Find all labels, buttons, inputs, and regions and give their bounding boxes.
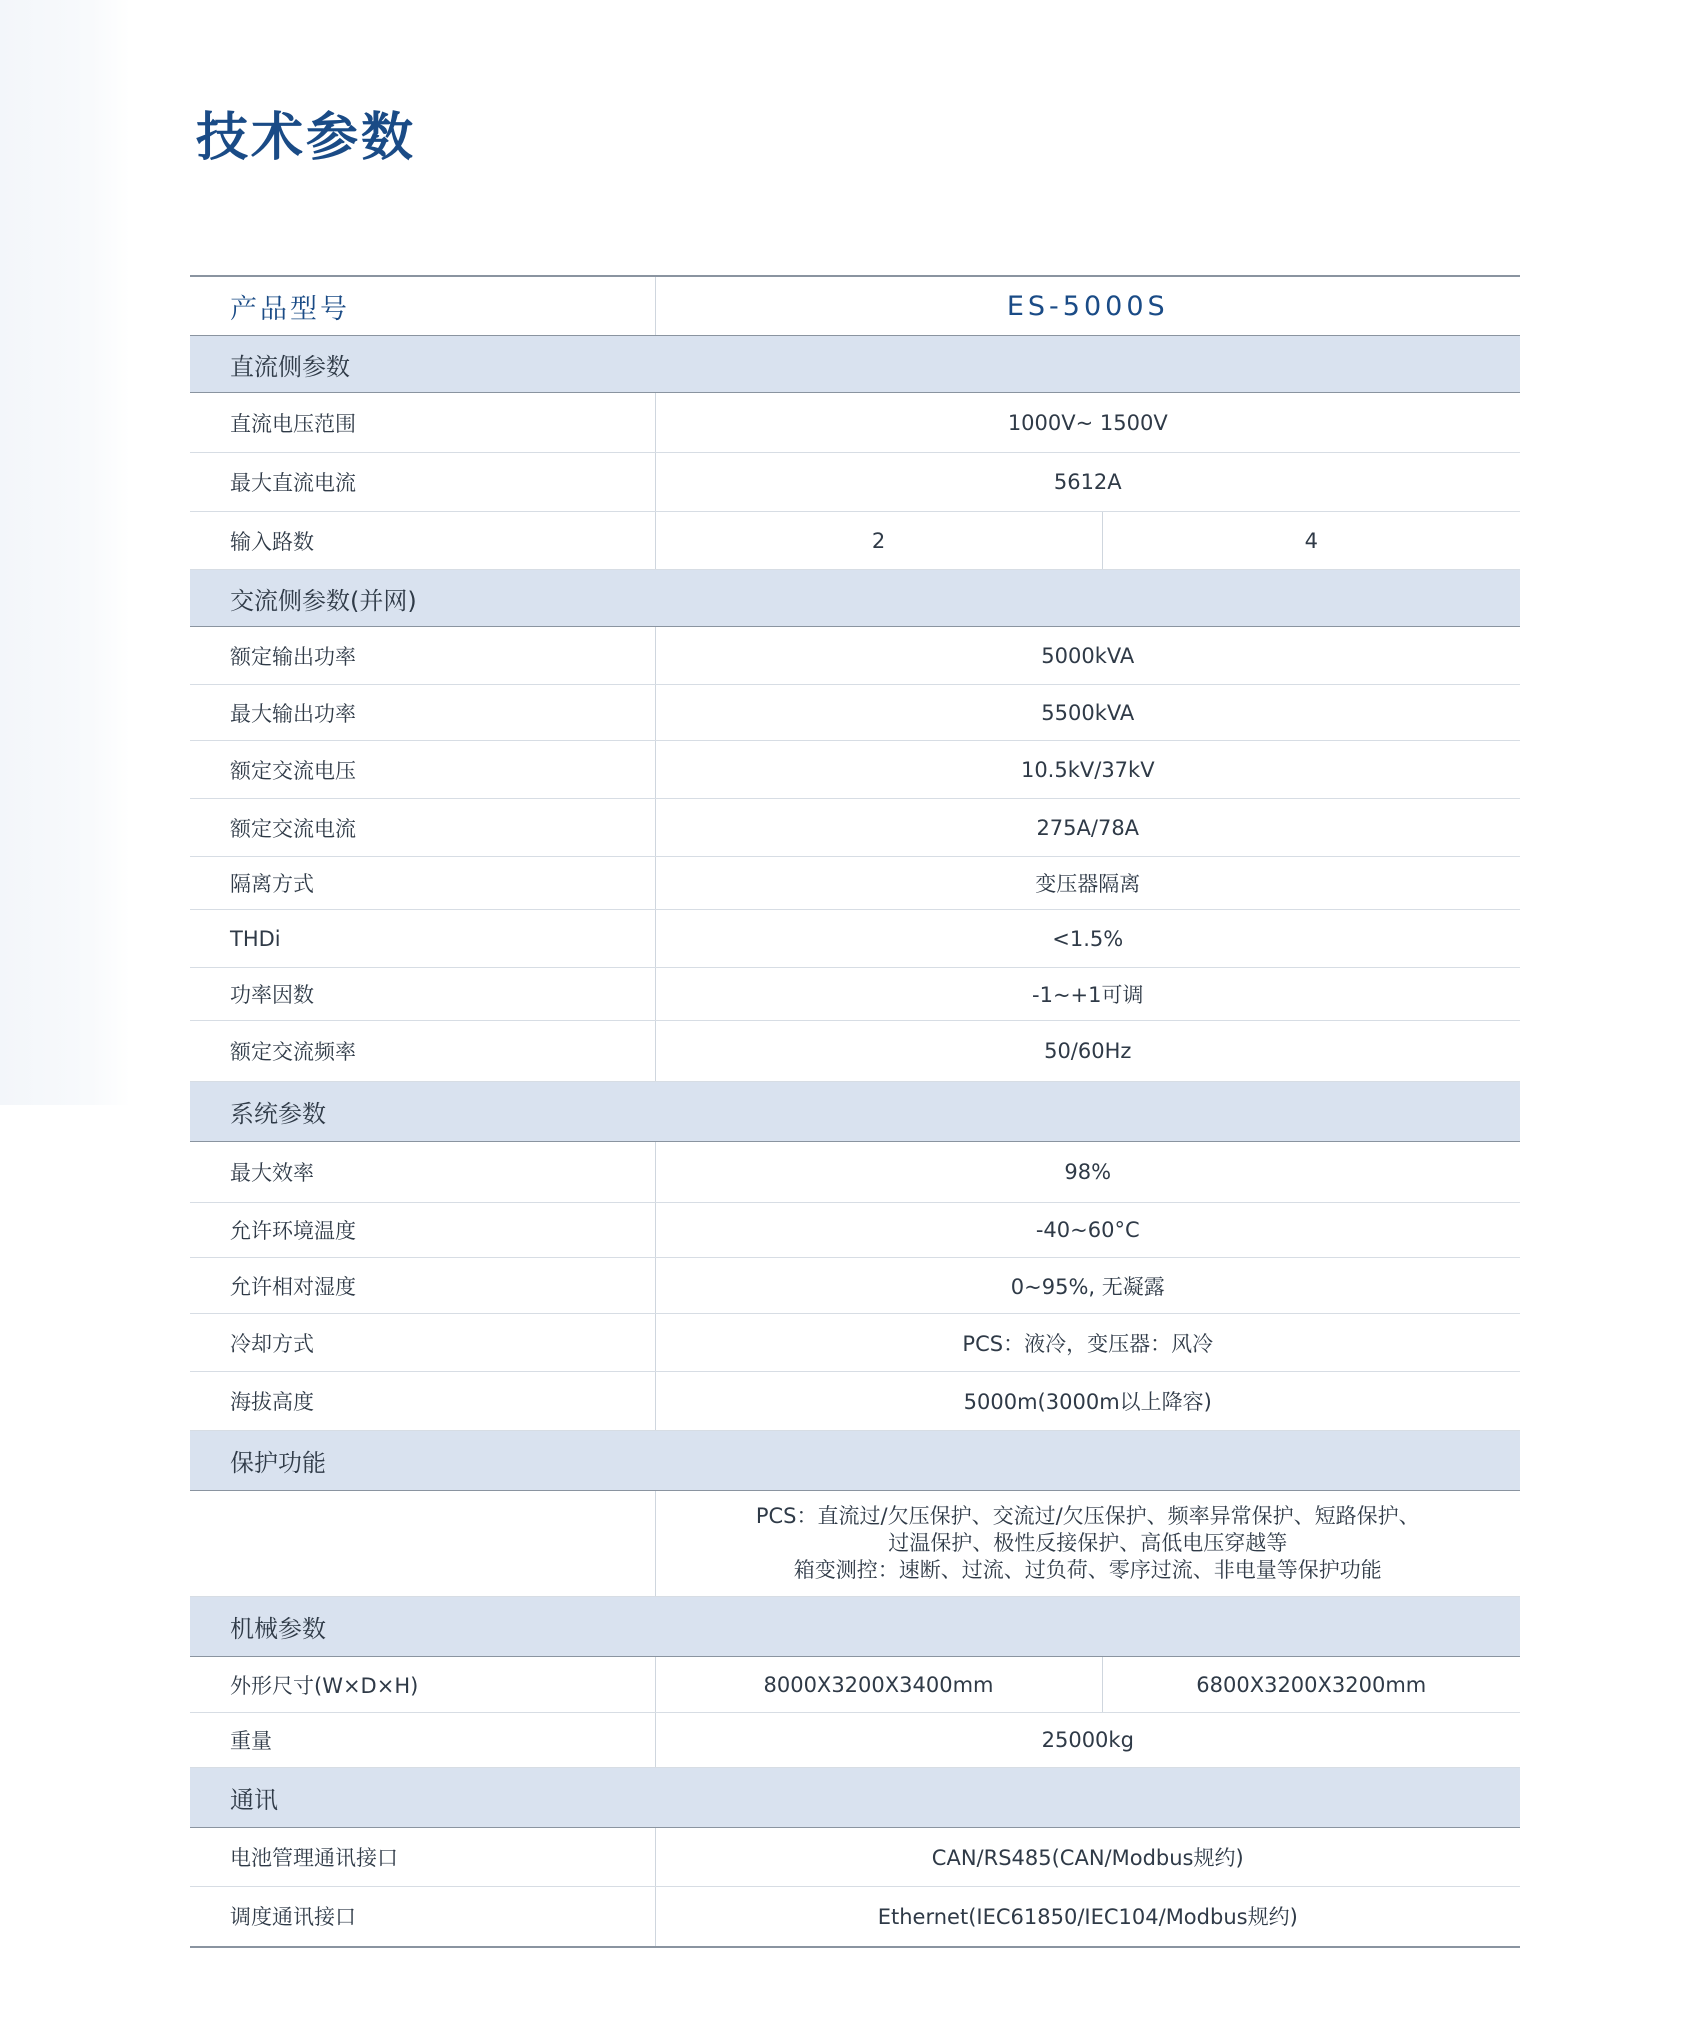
model-label: 产品型号: [190, 276, 655, 336]
section-title: 交流侧参数(并网): [190, 570, 1520, 627]
table-row: [190, 1314, 1520, 1372]
table-row: [190, 1828, 1520, 1887]
row-value: 50/60Hz: [655, 1021, 1520, 1082]
row-value: 10.5kV/37kV: [655, 741, 1520, 799]
row-label: 最大效率: [190, 1142, 655, 1203]
row-value: 98%: [655, 1142, 1520, 1203]
table-row: [190, 968, 1520, 1021]
protection-text: [655, 1491, 1520, 1597]
row-value: 变压器隔离: [655, 857, 1520, 910]
row-label: 最大输出功率: [190, 685, 655, 741]
section-header-ac: [190, 570, 1520, 627]
protection-row: [190, 1491, 1520, 1597]
section-title: 通讯: [190, 1768, 1520, 1828]
row-value: PCS：液冷，变压器：风冷: [655, 1314, 1520, 1372]
table-row: [190, 1142, 1520, 1203]
row-value: 5000kVA: [655, 627, 1520, 685]
row-value: 0~95%, 无凝露: [655, 1258, 1520, 1314]
row-label: 允许环境温度: [190, 1203, 655, 1258]
row-label: 冷却方式: [190, 1314, 655, 1372]
row-label-empty: [190, 1491, 655, 1597]
protection-line: PCS：直流过/欠压保护、交流过/欠压保护、频率异常保护、短路保护、: [755, 1504, 1420, 1528]
row-value: 5612A: [655, 453, 1520, 512]
table-row: [190, 1887, 1520, 1947]
row-label: 额定交流电压: [190, 741, 655, 799]
row-value: <1.5%: [655, 910, 1520, 968]
row-label: 重量: [190, 1713, 655, 1768]
protection-line: 过温保护、极性反接保护、高低电压穿越等: [888, 1531, 1288, 1555]
section-header-system: [190, 1082, 1520, 1142]
section-header-comm: [190, 1768, 1520, 1828]
row-label: 额定交流频率: [190, 1021, 655, 1082]
row-value: CAN/RS485(CAN/Modbus规约): [655, 1828, 1520, 1887]
row-label: 允许相对湿度: [190, 1258, 655, 1314]
spec-table: [190, 275, 1520, 1948]
row-label: 最大直流电流: [190, 453, 655, 512]
row-value-b: 6800X3200X3200mm: [1102, 1657, 1520, 1713]
table-row: [190, 910, 1520, 968]
row-label: THDi: [190, 910, 655, 968]
row-value: -40~60°C: [655, 1203, 1520, 1258]
row-value: 275A/78A: [655, 799, 1520, 857]
row-label: 调度通讯接口: [190, 1887, 655, 1947]
row-label: 海拔高度: [190, 1372, 655, 1431]
row-value: 1000V~ 1500V: [655, 393, 1520, 453]
table-row: [190, 512, 1520, 570]
row-value: Ethernet(IEC61850/IEC104/Modbus规约): [655, 1887, 1520, 1947]
section-title: 系统参数: [190, 1082, 1520, 1142]
model-value: ES-5000S: [655, 276, 1520, 336]
row-value: 5000m(3000m以上降容): [655, 1372, 1520, 1431]
row-value: 25000kg: [655, 1713, 1520, 1768]
table-row: [190, 741, 1520, 799]
section-header-mechanical: [190, 1597, 1520, 1657]
row-value: 5500kVA: [655, 685, 1520, 741]
row-value: -1~+1可调: [655, 968, 1520, 1021]
protection-line: 箱变测控：速断、过流、过负荷、零序过流、非电量等保护功能: [793, 1558, 1382, 1582]
table-row: [190, 1021, 1520, 1082]
row-value-a: 2: [655, 512, 1102, 570]
table-row: [190, 627, 1520, 685]
table-row: [190, 1657, 1520, 1713]
row-label: 功率因数: [190, 968, 655, 1021]
table-row: [190, 799, 1520, 857]
row-label: 额定交流电流: [190, 799, 655, 857]
row-label: 电池管理通讯接口: [190, 1828, 655, 1887]
table-row: [190, 1203, 1520, 1258]
table-row: [190, 453, 1520, 512]
page-title: 技术参数: [196, 108, 417, 168]
table-row: [190, 685, 1520, 741]
table-row: [190, 857, 1520, 910]
row-label: 直流电压范围: [190, 393, 655, 453]
section-header-protection: [190, 1431, 1520, 1491]
section-title: 保护功能: [190, 1431, 1520, 1491]
row-value-a: 8000X3200X3400mm: [655, 1657, 1102, 1713]
row-value-b: 4: [1102, 512, 1520, 570]
row-label: 隔离方式: [190, 857, 655, 910]
table-row: [190, 1713, 1520, 1768]
table-row: [190, 393, 1520, 453]
row-label: 输入路数: [190, 512, 655, 570]
section-title: 直流侧参数: [190, 336, 1520, 393]
model-header-row: [190, 276, 1520, 336]
table-row: [190, 1372, 1520, 1431]
row-label: 外形尺寸(W×D×H): [190, 1657, 655, 1713]
section-title: 机械参数: [190, 1597, 1520, 1657]
background-panel: [0, 0, 130, 1105]
row-label: 额定输出功率: [190, 627, 655, 685]
table-row: [190, 1258, 1520, 1314]
section-header-dc: [190, 336, 1520, 393]
